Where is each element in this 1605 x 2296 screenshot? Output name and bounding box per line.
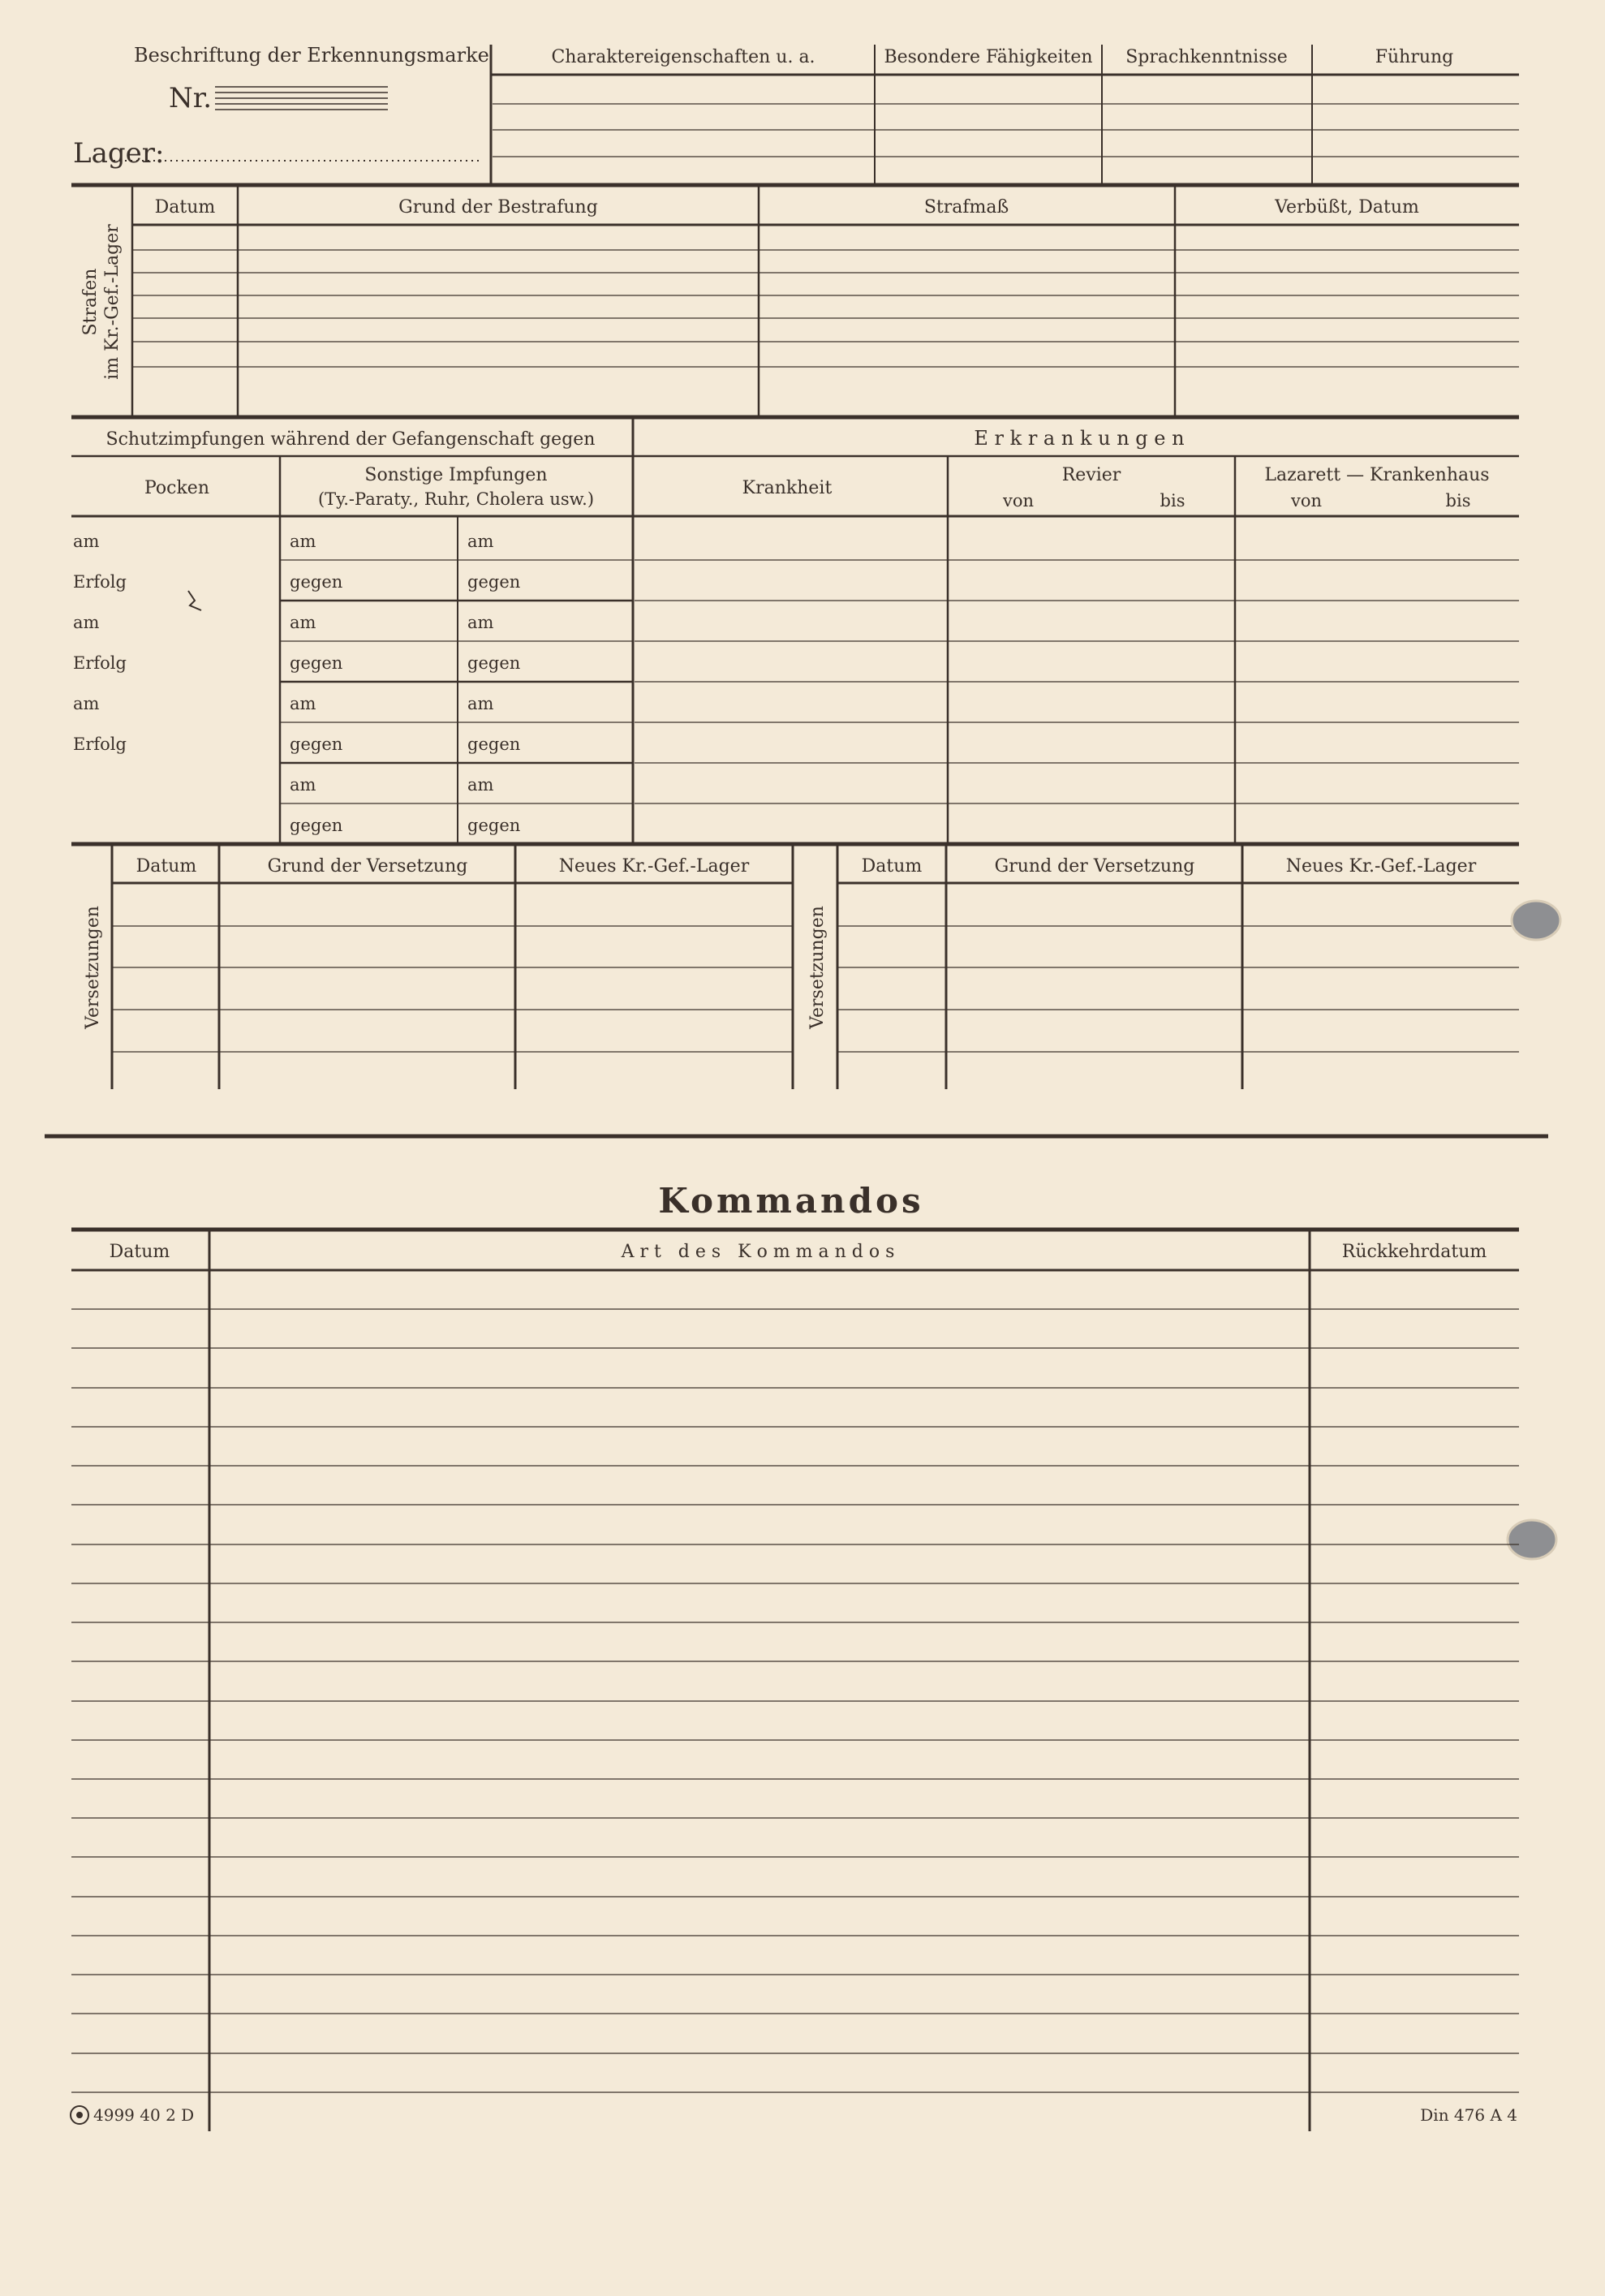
sonst-gegen-1b: gegen — [467, 572, 521, 592]
versetzungen-side-label-right: Versetzungen — [807, 906, 828, 1029]
vers-right-col-lager: Neues Kr.-Gef.-Lager — [1285, 856, 1477, 877]
lager-label: Lager: — [73, 137, 165, 170]
kommando-rows — [71, 1309, 1519, 2092]
erk-lazarett-bis: bis — [1445, 491, 1471, 510]
impf-col-sonstige-sub: (Ty.-Paraty., Ruhr, Cholera usw.) — [317, 489, 595, 509]
strafen-section — [71, 185, 1519, 417]
nr-label: Nr. — [169, 82, 213, 114]
print-code: 4999 40 2 D — [93, 2105, 195, 2125]
sonst-am-2a: am — [290, 613, 316, 632]
vers-left-col-lager: Neues Kr.-Gef.-Lager — [558, 856, 750, 877]
vers-left-col-grund: Grund der Versetzung — [267, 856, 468, 877]
strafen-col-strafmass: Strafmaß — [923, 197, 1009, 218]
erk-lazarett-von: von — [1290, 491, 1323, 510]
sonst-am-4a: am — [290, 775, 316, 795]
erk-col-lazarett: Lazarett — Krankenhaus — [1264, 465, 1490, 485]
strafen-col-grund: Grund der Bestrafung — [398, 197, 598, 218]
pocken-erfolg-1: Erfolg — [73, 572, 127, 592]
sonst-gegen-4b: gegen — [467, 816, 521, 835]
strafen-side-label-2: im Kr.-Gef.-Lager — [102, 224, 123, 380]
pocken-am-3: am — [73, 694, 100, 713]
strafen-col-datum: Datum — [154, 197, 216, 218]
pocken-rows — [73, 532, 127, 754]
ink-mark — [188, 591, 201, 610]
col-sprachen: Sprachkenntnisse — [1125, 47, 1288, 67]
erk-col-revier: Revier — [1061, 465, 1121, 485]
erk-col-krankheit: Krankheit — [742, 478, 833, 498]
impf-col-sonstige: Sonstige Impfungen — [364, 465, 548, 485]
publisher-emblem-icon — [71, 2106, 88, 2124]
sonst-am-3a: am — [290, 694, 316, 713]
tag-title: Beschriftung der Erkennungsmarke — [134, 44, 489, 67]
pocken-am-2: am — [73, 613, 100, 632]
col-charakter: Charaktereigenschaften u. a. — [551, 47, 815, 67]
sonst-am-1b: am — [467, 532, 494, 551]
pocken-erfolg-3: Erfolg — [73, 734, 127, 754]
sonst-am-2b: am — [467, 613, 494, 632]
impfungen-title: Schutzimpfungen während der Gefangenschaft gegen — [105, 429, 596, 450]
sonst-gegen-1a: gegen — [290, 572, 343, 592]
erk-revier-von: von — [1002, 491, 1035, 510]
sonst-gegen-3a: gegen — [290, 734, 343, 754]
kommandos-title: Kommandos — [658, 1181, 924, 1221]
erk-revier-bis: bis — [1160, 491, 1185, 510]
sonst-gegen-3b: gegen — [467, 734, 521, 754]
versetzungen-side-label-left: Versetzungen — [83, 906, 103, 1029]
vers-right-col-grund: Grund der Versetzung — [994, 856, 1195, 877]
impf-col-pocken: Pocken — [144, 478, 209, 498]
sonst-gegen-2b: gegen — [467, 653, 521, 673]
sonst-gegen-4a: gegen — [290, 816, 343, 835]
sonstige-rows — [290, 532, 520, 835]
sonst-am-1a: am — [290, 532, 316, 551]
pocken-am-1: am — [73, 532, 100, 551]
kommandos-col-rueckkehr: Rückkehrdatum — [1341, 1242, 1487, 1262]
kommandos-table — [71, 1230, 1519, 2131]
strafen-col-verbuesst: Verbüßt, Datum — [1275, 197, 1419, 218]
punch-hole-top — [1512, 901, 1560, 940]
vers-right-col-datum: Datum — [861, 856, 923, 877]
strafen-side-label-1: Strafen — [80, 268, 101, 336]
sonst-gegen-2a: gegen — [290, 653, 343, 673]
col-fuehrung: Führung — [1375, 47, 1454, 67]
col-faehigkeiten: Besondere Fähigkeiten — [884, 47, 1093, 67]
erkrankungen-title: E r k r a n k u n g e n — [974, 427, 1185, 450]
pocken-erfolg-2: Erfolg — [73, 653, 127, 673]
vers-left-col-datum: Datum — [136, 856, 197, 877]
sonst-am-3b: am — [467, 694, 494, 713]
din-format: Din 476 A 4 — [1420, 2105, 1517, 2125]
punch-hole-bottom — [1508, 1520, 1556, 1559]
kommandos-col-datum: Datum — [109, 1242, 170, 1262]
sonst-am-4b: am — [467, 775, 494, 795]
kommandos-col-art: A r t d e s K o m m a n d o s — [621, 1242, 895, 1262]
